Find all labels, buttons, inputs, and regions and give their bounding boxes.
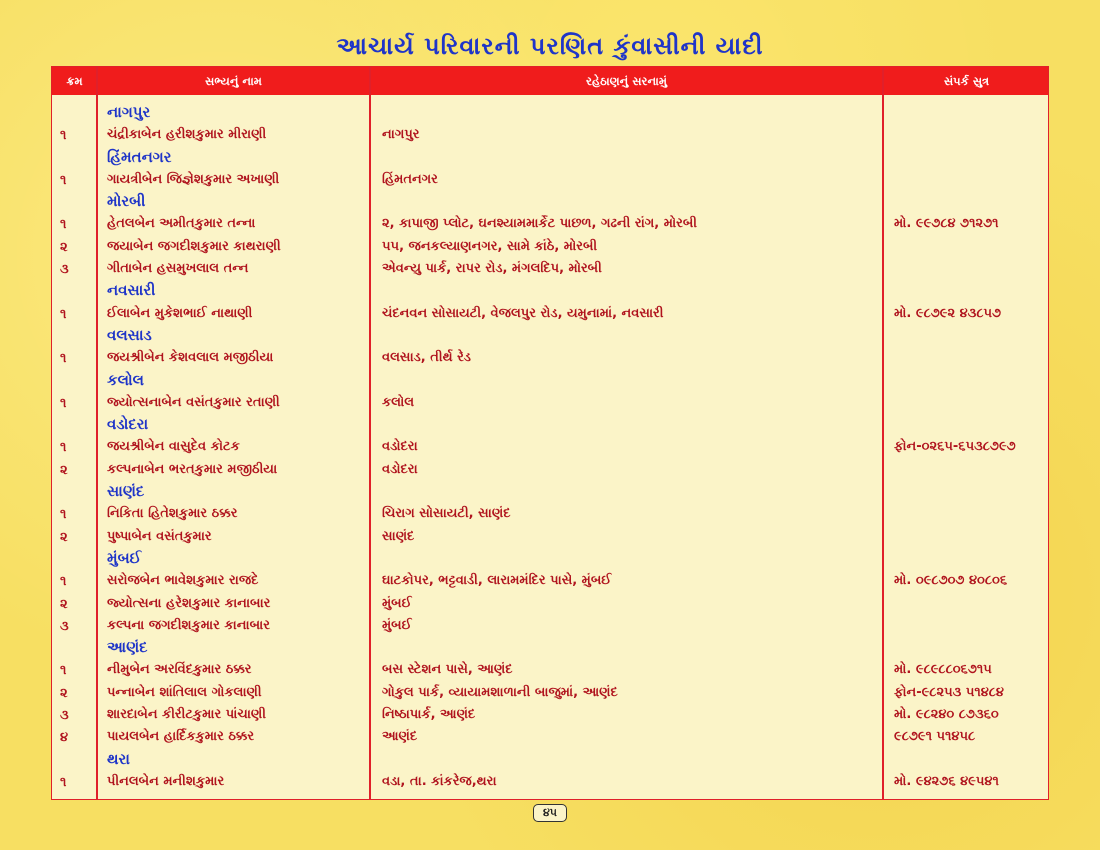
city-name: આણંદ	[107, 638, 148, 657]
serial-number: ૧	[60, 172, 67, 188]
header-contact: સંપર્ક સુત્ર	[943, 74, 990, 88]
member-name: હેતલબેન અમીતકુમાર તન્ના	[107, 216, 256, 232]
page-title: આચાર્ય પરિવારની પરણિત કુંવાસીની યાદી	[336, 32, 764, 60]
member-address: ચંદનવન સોસાયટી, વેજલપુર રોડ, યમુનામાં, નવસારી	[382, 305, 664, 321]
serial-number: ૧	[60, 574, 67, 590]
city-name: કલોલ	[107, 370, 145, 389]
city-name: મોરબી	[107, 192, 146, 211]
serial-number: ૧	[60, 351, 67, 367]
header-address: રહેઠાણનું સરનામું	[586, 74, 667, 88]
city-heading-row	[52, 324, 1048, 346]
table-row	[52, 703, 1048, 725]
table-row	[52, 725, 1048, 747]
city-name: નાગપુર	[107, 103, 151, 121]
city-heading-row	[52, 636, 1048, 658]
member-phone: ફોન-૯૮૨૫૩ ૫૧૪૮૪	[894, 684, 1004, 700]
city-name: વલસાડ	[107, 325, 152, 344]
serial-number: ૧	[60, 128, 67, 144]
member-name: જયાબેન જગદીશકુમાર કાથરાણી	[107, 238, 281, 254]
table-row	[52, 681, 1048, 703]
city-heading-row	[52, 413, 1048, 435]
table-row	[52, 168, 1048, 190]
member-address: ૫૫, જનકલ્યાણનગર, સામે કાંઠે, મોરબી	[382, 238, 598, 254]
table-row	[52, 123, 1048, 145]
member-name: કલ્પનાબેન ભરતકુમાર મજીઠીયા	[107, 461, 278, 477]
serial-number: ૨	[60, 529, 68, 545]
member-name: ગીતાબેન હસમુખલાલ તન્ન	[107, 261, 249, 277]
member-name: સરોજબેન ભાવેશકુમાર રાજદે	[107, 573, 259, 589]
member-name: પીનલબેન મનીશકુમાર	[107, 773, 225, 789]
serial-number: ૨	[60, 462, 68, 478]
city-name: નવસારી	[107, 281, 156, 300]
header-name: સભ્યનું નામ	[205, 74, 262, 88]
member-name: જ્યોત્સના હરેશકુમાર કાનાબાર	[107, 595, 271, 611]
member-address: વડોદરા	[382, 461, 418, 477]
city-name: થરા	[107, 749, 130, 768]
city-name: હિંમતનગર	[107, 147, 172, 166]
member-address: મુંબઈ	[382, 617, 412, 633]
serial-number: ૩	[60, 262, 69, 278]
member-name: શારદાબેન કીરીટકુમાર પાંચાણી	[107, 707, 266, 723]
member-address: કલોલ	[382, 394, 415, 410]
member-address: વડા, તા. કાંકરેજ,થરા	[382, 773, 497, 789]
member-name: ચંદ્રીકાબેન હરીશકુમાર મીરાણી	[107, 127, 267, 143]
table-row	[52, 458, 1048, 480]
city-name: વડોદરા	[107, 415, 149, 434]
member-address: નાગપુર	[382, 127, 420, 143]
table-header	[52, 67, 1048, 95]
table-row	[52, 391, 1048, 413]
member-address: વલસાડ, તીર્થ રેડ	[382, 350, 471, 366]
city-name: સાણંદ	[107, 482, 145, 501]
serial-number: ૧	[60, 217, 67, 233]
serial-number: ૧	[60, 663, 67, 679]
header-num: ક્રમ	[66, 74, 83, 88]
table-row	[52, 346, 1048, 368]
member-address: એવન્યુ પાર્ક, રાપર રોડ, મંગલદિપ, મોરબી	[382, 261, 602, 277]
member-address: નિષ્ઠાપાર્ક, આણંદ	[382, 707, 476, 723]
member-name: પન્નાબેન શાંતિલાલ ગોકલાણી	[107, 684, 262, 700]
member-name: પાયલબેન હાર્દિકકુમાર ઠક્કર	[107, 729, 255, 745]
serial-number: ૧	[60, 306, 67, 322]
city-heading-row	[52, 748, 1048, 770]
member-name: ગાયત્રીબેન જિજ્ઞેશકુમાર અખાણી	[107, 171, 280, 187]
table-row	[52, 614, 1048, 636]
table-row	[52, 525, 1048, 547]
member-phone: મો. ૯૪૨૭૬ ૪૯૫૪૧	[894, 773, 999, 789]
table-row	[52, 502, 1048, 524]
member-name: ઈલાબેન મુકેશભાઈ નાથાણી	[107, 305, 253, 321]
table-row	[52, 592, 1048, 614]
table-row	[52, 435, 1048, 457]
table-row	[52, 257, 1048, 279]
serial-number: ૨	[60, 596, 68, 612]
table-row	[52, 302, 1048, 324]
city-heading-row	[52, 480, 1048, 502]
member-address: વડોદરા	[382, 439, 418, 455]
page-number: ૪૫	[533, 804, 567, 822]
city-heading-row	[52, 101, 1048, 123]
member-name: પુષ્પાબેન વસંતકુમાર	[107, 528, 212, 544]
table-row	[52, 212, 1048, 234]
serial-number: ૨	[60, 239, 68, 255]
member-name: જયશ્રીબેન વાસુદેવ કોટક	[107, 439, 240, 455]
city-heading-row	[52, 190, 1048, 212]
serial-number: ૩	[60, 708, 69, 724]
member-phone: મો. ૯૯૭૮૪ ૭૧૨૭૧	[894, 216, 999, 232]
table-row	[52, 658, 1048, 680]
member-phone: ફોન-૦૨૬૫-૬૫૩૮૭૯૭	[894, 439, 1016, 455]
city-heading-row	[52, 146, 1048, 168]
member-address: આણંદ	[382, 729, 418, 745]
member-name: કલ્પના જગદીશકુમાર કાનાબાર	[107, 617, 270, 633]
member-address: સાણંદ	[382, 528, 415, 544]
member-name: જયશ્રીબેન કેશવલાલ મજીઠીયા	[107, 350, 274, 366]
member-phone: મો. ૯૮૭૯૨ ૪૩૮૫૭	[894, 305, 1002, 321]
city-heading-row	[52, 369, 1048, 391]
table-row	[52, 770, 1048, 792]
table-body	[52, 101, 1048, 792]
member-phone: ૯૮૭૯૧ ૫૧૪૫૮	[894, 729, 976, 745]
member-address: મુંબઈ	[382, 595, 412, 611]
serial-number: ૧	[60, 440, 67, 456]
member-address: ચિરાગ સોસાયટી, સાણંદ	[382, 506, 511, 522]
member-phone: મો. ૦૯૮૭૦૭ ૪૦૮૦૬	[894, 573, 1008, 589]
member-address: ૨, કાપાજી પ્લોટ, ઘનશ્યામમાર્કેટ પાછળ, ગઢની રાંગ, મોરબી	[382, 216, 698, 232]
serial-number: ૧	[60, 507, 67, 523]
table-row	[52, 569, 1048, 591]
city-heading-row	[52, 279, 1048, 301]
member-address: બસ સ્ટેશન પાસે, આણંદ	[382, 662, 513, 678]
member-phone: મો. ૯૮૨૪૦ ૮૭૩૬૦	[894, 707, 999, 723]
member-phone: મો. ૯૮૯૮૮૦૬૭૧૫	[894, 662, 992, 678]
serial-number: ૧	[60, 774, 67, 790]
serial-number: ૩	[60, 618, 69, 634]
serial-number: ૨	[60, 685, 68, 701]
serial-number: ૧	[60, 395, 67, 411]
member-address: ગોકુલ પાર્ક, વ્યાયામશાળાની બાજુમાં, આણંદ	[382, 684, 618, 700]
city-heading-row	[52, 547, 1048, 569]
member-address: હિંમતનગર	[382, 171, 438, 187]
members-table	[51, 66, 1049, 800]
serial-number: ૪	[60, 730, 69, 746]
member-address: ઘાટકોપર, ભટ્ટવાડી, લારામમંદિર પાસે, મુંબઈ	[382, 573, 612, 589]
member-name: નિકિતા હિતેશકુમાર ઠક્કર	[107, 506, 238, 522]
city-name: મુંબઈ	[107, 548, 142, 567]
member-name: નીમુબેન અરવિંદકુમાર ઠક્કર	[107, 662, 252, 678]
table-row	[52, 235, 1048, 257]
member-name: જ્યોત્સનાબેન વસંતકુમાર રતાણી	[107, 394, 280, 410]
